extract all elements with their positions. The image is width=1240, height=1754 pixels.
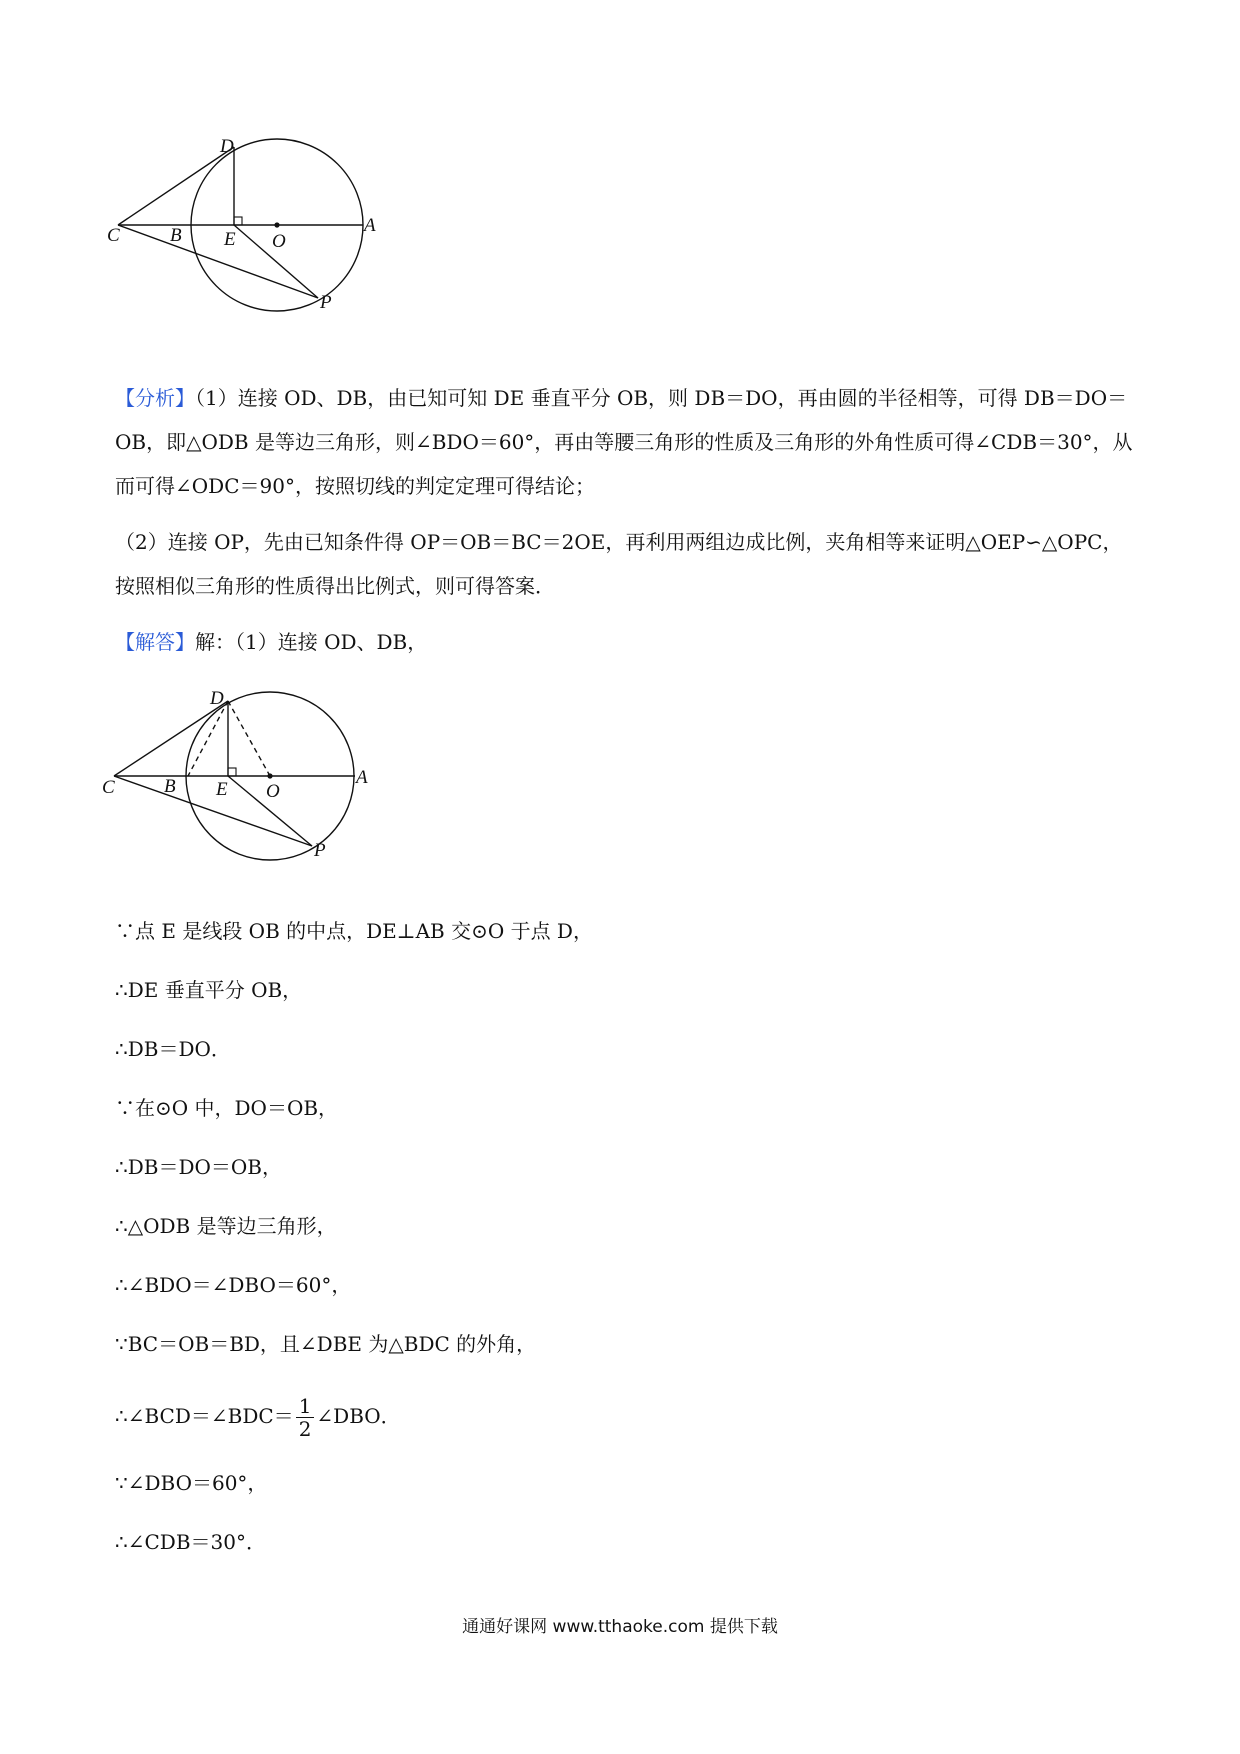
proof-step: ∵点 E 是线段 OB 的中点，DE⊥AB 交⊙O 于点 D，: [115, 919, 593, 943]
label-p-2: P: [314, 840, 326, 861]
fraction-numerator: 1: [296, 1395, 315, 1418]
answer-intro-text: 解：（1）连接 OD、DB，: [195, 630, 428, 654]
fraction-denominator: 2: [298, 1417, 312, 1441]
label-b-2: B: [164, 776, 176, 797]
geometry-figure-2: [100, 680, 420, 895]
line-cd-2: [114, 701, 228, 776]
label-c-2: C: [102, 777, 115, 798]
right-angle-mark: [234, 217, 242, 225]
label-o-2: O: [266, 781, 280, 802]
label-a: A: [364, 215, 376, 236]
page-footer: 通通好课网 www.tthaoke.com 提供下载: [462, 1617, 778, 1637]
answer-intro: [115, 620, 1135, 664]
line-cp-2: [114, 776, 312, 846]
label-b: B: [170, 225, 182, 246]
proof-step-fraction: [115, 1388, 401, 1444]
proof-step: ∵BC＝OB＝BD，且∠DBE 为△BDC 的外角，: [115, 1332, 537, 1356]
label-a-2: A: [356, 767, 368, 788]
proof-step: ∴∠CDB＝30°．: [115, 1530, 266, 1554]
geometry-figure-1: [100, 130, 420, 350]
label-e-2: E: [216, 779, 228, 800]
proof-step: ∴△ODB 是等边三角形，: [115, 1214, 337, 1238]
proof-step: ∵∠DBO＝60°，: [115, 1471, 268, 1495]
label-d-2: D: [210, 688, 224, 709]
label-d: D: [220, 136, 234, 157]
right-angle-mark-2: [228, 768, 236, 776]
proof-step: ∴∠BDO＝∠DBO＝60°，: [115, 1273, 352, 1297]
analysis-part2-text: （2）连接 OP，先由已知条件得 OP＝OB＝BC＝2OE，再利用两组边成比例，夹角相等来证明△OEP∽△OPC，按照相似三角形的性质得出比例式，则可得答案．: [115, 530, 1123, 598]
center-dot-2: [267, 773, 272, 778]
analysis-part1-text: （1）连接 OD、DB，由已知可知 DE 垂直平分 OB，则 DB＝DO，再由圆的半径相等，可得 DB＝DO＝OB，即△ODB 是等边三角形，则∠BDO＝60°，再由等腰三角形的性质及三角形的外角性质可得∠CDB＝30°，从而可得∠ODC＝90°，按照切线的判定定理可得结论；: [115, 386, 1133, 498]
proof-step: ∴DB＝DO＝OB，: [115, 1155, 282, 1179]
dashed-line-db: [188, 701, 228, 776]
analysis-tag: 【分析】: [115, 386, 195, 410]
proof-step: ∴DE 垂直平分 OB，: [115, 978, 303, 1002]
answer-tag: 【解答】: [115, 630, 195, 654]
proof-step: ∴DB＝DO．: [115, 1037, 231, 1061]
label-o: O: [272, 231, 286, 252]
fraction-step-before: ∴∠BCD＝∠BDC＝: [115, 1404, 294, 1428]
circle-tangent-diagram-2: [100, 680, 420, 895]
label-c: C: [107, 225, 120, 246]
analysis-part1: [115, 376, 1135, 508]
dashed-line-do: [228, 701, 270, 776]
fraction-one-half: [296, 1395, 315, 1440]
fraction-step-after: ∠DBO．: [316, 1404, 401, 1428]
label-e: E: [224, 229, 236, 250]
center-dot: [274, 222, 279, 227]
label-p: P: [320, 292, 332, 313]
proof-step: ∵在⊙O 中，DO＝OB，: [115, 1096, 339, 1120]
line-cd: [118, 147, 234, 225]
analysis-part2: [115, 520, 1135, 608]
circle-tangent-diagram-1: [100, 130, 420, 350]
